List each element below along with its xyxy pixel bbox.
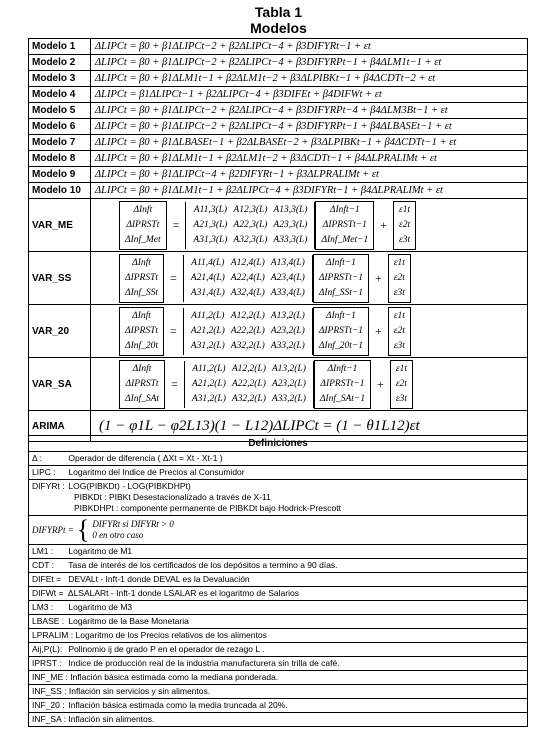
matrix-cell: ε3t	[393, 340, 405, 351]
matrix-cell: ΔIPRSTt−1	[318, 325, 363, 336]
model-row	[29, 87, 528, 103]
definition-row	[29, 559, 528, 573]
definition-key: DIFYRPt =	[32, 524, 74, 535]
matrix-cell: ΔIPRSTt	[126, 219, 160, 230]
definition-row	[29, 452, 528, 466]
definition-text: Logaritmo de M1	[68, 546, 133, 556]
definition-case: DIFYRt si DIFYRt > 0	[92, 519, 174, 529]
model-equation: ΔLIPCt = β0 + β1ΔLIPCt−2 + β2ΔLIPCt−4 + β3DIFYRPt−1 + β4ΔLM1t−1 + εt	[91, 55, 528, 71]
definition-key: INF_SS :	[32, 686, 67, 696]
model-label: Modelo 5	[29, 103, 91, 119]
definition-key: INF_SA :	[32, 714, 67, 724]
model-label: Modelo 8	[29, 151, 91, 167]
var-equation	[91, 360, 527, 409]
matrix-cell: A12,3(L)	[233, 204, 268, 215]
matrix-cell: A13,2(L)	[271, 363, 306, 374]
model-equation: ΔLIPCt = β0 + β1ΔLM1t−1 + β2ΔLM1t−2 + β3ΔLPIBKt−1 + β4ΔCDTt−2 + εt	[91, 71, 528, 87]
matrix-cell: ε2t	[399, 219, 411, 230]
matrix-cell: A32,2(L)	[230, 340, 265, 351]
definition-text: DEVALt - Inft-1 donde DEVAL es la Devaluación	[68, 574, 250, 584]
matrix-cell: A31,2(L)	[190, 340, 225, 351]
definition-text: Operador de diferencia ( ΔXt = Xt - Xt-1 )	[68, 453, 223, 463]
model-label: Modelo 3	[29, 71, 91, 87]
definition-key: DIFEt =	[32, 574, 62, 584]
matrix-cell: ΔInf_20t	[125, 340, 159, 351]
equals-sign: =	[171, 376, 178, 391]
definition-row	[29, 466, 528, 480]
matrix-cell: ε1t	[399, 204, 411, 215]
matrix-cell: ΔInf_SSt	[125, 287, 159, 298]
equals-sign: =	[172, 217, 180, 232]
definition-key: INF_ME :	[32, 672, 68, 682]
definition-row	[29, 699, 528, 713]
matrix-cell: ΔIPRSTt	[125, 325, 159, 336]
var-label: VAR_SS	[29, 252, 91, 305]
definition-row	[29, 713, 528, 727]
model-row	[29, 183, 528, 199]
plus-sign: +	[375, 270, 382, 285]
matrix-cell: ε1t	[395, 363, 408, 374]
matrix-cell: A32,2(L)	[231, 393, 266, 404]
definition-text: Logaritmo de la Base Monetaria	[68, 616, 189, 626]
definition-text: Inflación sin alimentos.	[68, 714, 155, 724]
matrix-cell: A32,4(L)	[230, 287, 265, 298]
model-row	[29, 39, 528, 55]
definition-row	[29, 516, 528, 545]
matrix-cell: A33,4(L)	[270, 287, 305, 298]
definition-key: LBASE :	[32, 616, 65, 626]
definition-text: Logaritmo de los Precios relativos de los alimentos	[75, 630, 267, 640]
matrix-cell: ΔInft−1	[325, 257, 356, 268]
matrix-cell: ε2t	[393, 325, 405, 336]
model-equation: ΔLIPCt = β0 + β1ΔLM1t−1 + β2ΔLM1t−2 + β3ΔCDTt−1 + β4ΔLPRALIMt + εt	[91, 151, 528, 167]
var-label: VAR_20	[29, 305, 91, 358]
matrix-cell: A11,2(L)	[191, 310, 225, 321]
matrix-cell: ΔInf_SAt−1	[319, 393, 366, 404]
definition-key: LIPC :	[32, 467, 56, 477]
definition-text: PIBKDt : PIBKt Desestacionalizado a través de X-11	[74, 492, 271, 502]
definition-row	[29, 685, 528, 699]
var-row	[29, 199, 528, 252]
matrix-cell: ΔIPRSTt	[125, 272, 159, 283]
definition-text: Logaritmo de M3	[68, 602, 133, 612]
matrix-cell: A22,4(L)	[230, 272, 265, 283]
model-label: Modelo 10	[29, 183, 91, 199]
matrix-cell: ΔInft−1	[329, 204, 360, 215]
var-label: VAR_SA	[29, 358, 91, 411]
definition-key: DIFWt =	[32, 588, 64, 598]
models-table	[28, 38, 528, 442]
matrix-cell: ε2t	[395, 378, 408, 389]
definition-key: LM3 :	[32, 602, 54, 612]
brace-symbol: {	[76, 515, 90, 544]
definition-row	[29, 671, 528, 685]
matrix-cell: A33,2(L)	[270, 340, 305, 351]
definition-text: Inflación sin servicios y sin alimentos.	[68, 686, 211, 696]
matrix-cell: ΔInft	[132, 257, 151, 268]
model-row	[29, 151, 528, 167]
definition-text: Inflación básica estimada como la mediana ponderada.	[70, 672, 279, 682]
definition-row	[29, 615, 528, 629]
model-equation: ΔLIPCt = β0 + β1ΔLIPCt−2 + β2ΔLIPCt−4 + β3DIFYRPt−1 + β4ΔLBASEt−1 + εt	[91, 119, 528, 135]
definition-key: LM1 :	[32, 546, 54, 556]
table-subtitle: Modelos	[250, 20, 307, 36]
definitions-header: Definiciones	[29, 436, 528, 452]
matrix-cell: A21,4(L)	[190, 272, 225, 283]
var-label: VAR_ME	[29, 199, 91, 252]
matrix-cell: A21,2(L)	[190, 325, 225, 336]
matrix-cell: ΔInf_SSt−1	[318, 287, 363, 298]
matrix-cell: A11,4(L)	[191, 257, 225, 268]
definition-text: Logaritmo del Indice de Precios al Consumidor	[68, 467, 245, 477]
matrix-cell: A23,2(L)	[270, 325, 305, 336]
matrix-cell: ε1t	[393, 310, 405, 321]
matrix-cell: ΔInft	[132, 363, 152, 374]
matrix-cell: A22,2(L)	[230, 325, 265, 336]
matrix-cell: A21,3(L)	[193, 219, 228, 230]
matrix-cell: ΔInft	[132, 310, 151, 321]
model-row	[29, 167, 528, 183]
model-equation: ΔLIPCt = β0 + β1ΔLIPCt−2 + β2ΔLIPCt−4 + β3DIFYRPt−4 + β4ΔLM3Bt−1 + εt	[91, 103, 528, 119]
var-row	[29, 252, 528, 305]
plus-sign: +	[380, 217, 388, 232]
matrix-cell: A12,4(L)	[230, 257, 265, 268]
plus-sign: +	[375, 323, 382, 338]
model-row	[29, 119, 528, 135]
definition-text: LOG(PIBKDt) - LOG(PIBKDHPt)	[68, 481, 191, 491]
matrix-cell: A31,3(L)	[193, 234, 228, 245]
definition-text: Inflación básica estimada como la media truncada al 20%.	[68, 700, 288, 710]
equals-sign: =	[170, 323, 177, 338]
matrix-cell: A33,3(L)	[273, 234, 308, 245]
equals-sign: =	[170, 270, 177, 285]
model-label: Modelo 2	[29, 55, 91, 71]
model-label: Modelo 6	[29, 119, 91, 135]
definition-key: LPRALIM :	[32, 630, 74, 640]
matrix-cell: ΔIPRSTt	[125, 378, 159, 389]
arima-label: ARIMA	[29, 411, 91, 442]
plus-sign: +	[377, 376, 384, 391]
definition-key: DIFYRt :	[32, 481, 65, 491]
matrix-cell: A22,2(L)	[231, 378, 266, 389]
matrix-cell: ε1t	[393, 257, 405, 268]
model-row	[29, 71, 528, 87]
matrix-cell: A11,2(L)	[192, 363, 226, 374]
matrix-cell: ΔIPRSTt−1	[320, 378, 365, 389]
matrix-cell: A31,4(L)	[190, 287, 225, 298]
matrix-cell: ΔInf_SAt	[125, 393, 160, 404]
matrix-cell: ΔInf_Met	[125, 234, 161, 245]
definition-text: PIBKDHPt : componente permanente de PIBKDt bajo Hodrick-Prescott	[74, 503, 341, 513]
definition-text: Tasa de interés de los certificados de los depósitos a termino a 90 días.	[68, 560, 338, 570]
matrix-cell: ΔInft	[133, 204, 153, 215]
var-equation	[91, 307, 527, 356]
matrix-cell: A32,3(L)	[233, 234, 268, 245]
definition-row	[29, 573, 528, 587]
definition-text: ΔLSALARt - Inft-1 donde LSALAR es el logaritmo de Salarios	[67, 588, 299, 598]
var-row	[29, 358, 528, 411]
matrix-cell: A13,2(L)	[270, 310, 305, 321]
definitions-table	[28, 435, 528, 727]
matrix-cell: ε3t	[393, 287, 405, 298]
matrix-cell: A23,4(L)	[270, 272, 305, 283]
matrix-cell: ε2t	[393, 272, 405, 283]
model-label: Modelo 1	[29, 39, 91, 55]
model-row	[29, 103, 528, 119]
matrix-cell: A13,4(L)	[270, 257, 305, 268]
definition-row	[29, 587, 528, 601]
matrix-cell: ΔInft−1	[325, 310, 356, 321]
definition-row	[29, 545, 528, 559]
matrix-cell: A23,3(L)	[273, 219, 308, 230]
matrix-cell: A31,2(L)	[191, 393, 226, 404]
matrix-cell: A21,2(L)	[191, 378, 226, 389]
definition-key: Δ :	[32, 453, 42, 463]
definition-row	[29, 629, 528, 643]
definition-key: INF_20 :	[32, 700, 65, 710]
model-equation: ΔLIPCt = β0 + β1ΔLBASEt−1 + β2ΔLBASEt−2 + β3ΔLPIBKt−1 + β4ΔCDTt−1 + εt	[91, 135, 528, 151]
definition-row	[29, 657, 528, 671]
table-title: Tabla 1	[254, 4, 303, 20]
definition-key: IPRST :	[32, 658, 62, 668]
definition-key: Aij,P(L):	[32, 644, 63, 654]
model-label: Modelo 7	[29, 135, 91, 151]
matrix-cell: A33,2(L)	[271, 393, 306, 404]
matrix-cell: ε3t	[399, 234, 411, 245]
model-equation: ΔLIPCt = β0 + β1ΔLIPCt−4 + β2DIFYRt−1 + β3ΔLPRALIMt + εt	[91, 167, 528, 183]
matrix-cell: ΔIPRSTt−1	[318, 272, 363, 283]
matrix-cell: A12,2(L)	[231, 363, 266, 374]
model-label: Modelo 9	[29, 167, 91, 183]
model-equation: ΔLIPCt = β1ΔLIPCt−1 + β2ΔLIPCt−4 + β3DIFEt + β4DIFWt + εt	[91, 87, 528, 103]
definition-text: Indice de producción real de la industria manufacturera sin trilla de café.	[68, 658, 340, 668]
var-equation	[91, 254, 527, 303]
var-row	[29, 305, 528, 358]
arima-equation: (1 − φ1L − φ2L13)(1 − L12)ΔLIPCt = (1 − θ1L12)εt	[91, 411, 528, 442]
matrix-cell: A23,2(L)	[271, 378, 306, 389]
definition-case: 0 en otro caso	[92, 530, 144, 540]
model-row	[29, 55, 528, 71]
model-equation: ΔLIPCt = β0 + β1ΔLIPCt−2 + β2ΔLIPCt−4 + β3DIFYRt−1 + εt	[91, 39, 528, 55]
definition-row	[29, 601, 528, 615]
definition-row	[29, 480, 528, 516]
matrix-cell: ΔInf_20t−1	[318, 340, 363, 351]
model-row	[29, 135, 528, 151]
matrix-cell: A22,3(L)	[233, 219, 268, 230]
matrix-cell: A12,2(L)	[230, 310, 265, 321]
model-label: Modelo 4	[29, 87, 91, 103]
matrix-cell: A13,3(L)	[273, 204, 308, 215]
definition-text: Polinomio ij de grado P en el operador de rezago L .	[68, 644, 265, 654]
var-equation	[91, 201, 527, 250]
matrix-cell: ΔInf_Met−1	[321, 234, 369, 245]
matrix-cell: ΔInft−1	[327, 363, 358, 374]
definition-key: CDT :	[32, 560, 55, 570]
matrix-cell: ΔIPRSTt−1	[322, 219, 367, 230]
matrix-cell: ε3t	[395, 393, 408, 404]
definition-row	[29, 643, 528, 657]
model-equation: ΔLIPCt = β0 + β1ΔLM1t−1 + β2ΔLIPCt−4 + β3DIFYRt−1 + β4ΔLPRALIMt + εt	[91, 183, 528, 199]
matrix-cell: A11,3(L)	[193, 204, 228, 215]
